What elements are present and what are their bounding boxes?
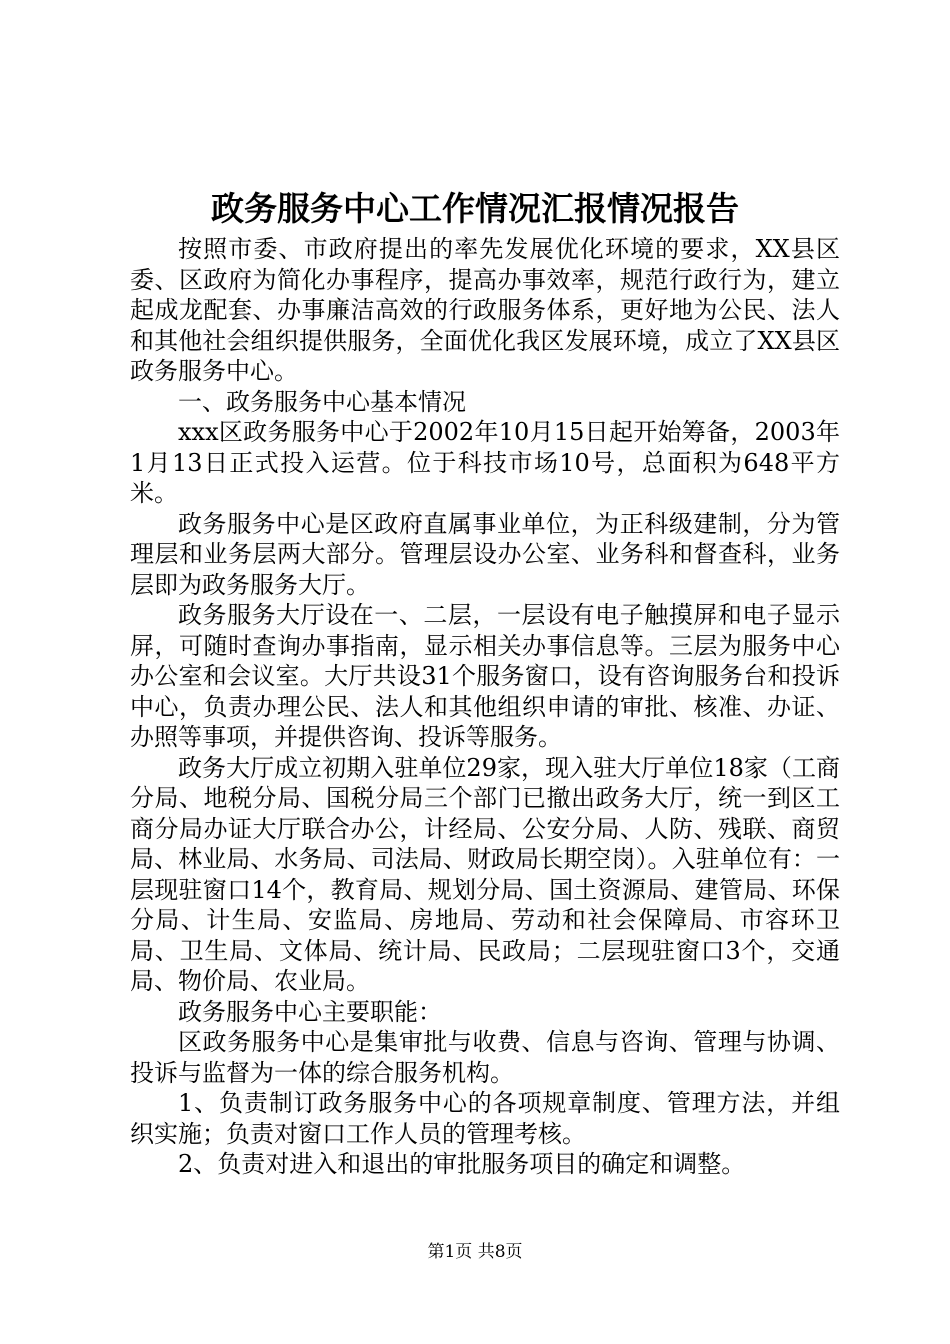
section-heading-basic-info: 一、政务服务中心基本情况 bbox=[178, 387, 466, 416]
document-body bbox=[130, 234, 840, 1180]
paragraph-hall: 政务服务大厅设在一、二层，一层设有电子触摸屏和电子显示屏，可随时查询办事指南，显示相关办事信息等。三层为服务中心办公室和会议室。大厅共设31个服务窗口，设有咨询服务台和投诉中心，负责办理公民、法人和其他组织申请的审批、核准、办证、办照等事项，并提供咨询、投诉等服务。 bbox=[130, 601, 840, 751]
page-footer: 第1页 共8页 bbox=[427, 1242, 523, 1262]
paragraph-founding: xxx区政务服务中心于2002年10月15日起开始筹备，2003年1月13日正式投入运营。位于科技市场10号，总面积为648平方米。 bbox=[130, 418, 840, 507]
paragraph-intro: 按照市委、市政府提出的率先发展优化环境的要求，XX县区委、区政府为简化办事程序，提高办事效率，规范行政行为，建立起成龙配套、办事廉洁高效的行政服务体系，更好地为公民、法人和其他社会组织提供服务，全面优化我区发展环境，成立了XX县区政务服务中心。 bbox=[130, 235, 840, 385]
paragraph-units: 政务大厅成立初期入驻单位29家，现入驻大厅单位18家（工商分局、地税分局、国税分局三个部门已撤出政务大厅，统一到区工商分局办证大厅联合办公，计经局、公安分局、人防、残联、商贸局、林业局、水务局、司法局、财政局长期空岗）。入驻单位有：一层现驻窗口14个，教育局、规划分局、国土资源局、建管局、环保分局、计生局、安监局、房地局、劳动和社会保障局、市容环卫局、卫生局、文体局、统计局、民政局；二层现驻窗口3个，交通局、物价局、农业局。 bbox=[130, 753, 840, 995]
list-item-function-2: 2、负责对进入和退出的审批服务项目的确定和调整。 bbox=[178, 1150, 746, 1178]
paragraph-functions-summary: 区政务服务中心是集审批与收费、信息与咨询、管理与协调、投诉与监督为一体的综合服务机构。 bbox=[130, 1028, 840, 1087]
document-title: 政务服务中心工作情况汇报情况报告 bbox=[211, 189, 739, 228]
list-item-function-1: 1、负责制订政务服务中心的各项规章制度、管理方法，并组织实施；负责对窗口工作人员的管理考核。 bbox=[130, 1089, 840, 1148]
section-heading-functions: 政务服务中心主要职能： bbox=[178, 997, 442, 1026]
paragraph-structure: 政务服务中心是区政府直属事业单位，为正科级建制，分为管理层和业务层两大部分。管理层设办公室、业务科和督查科，业务层即为政务服务大厅。 bbox=[130, 509, 840, 599]
